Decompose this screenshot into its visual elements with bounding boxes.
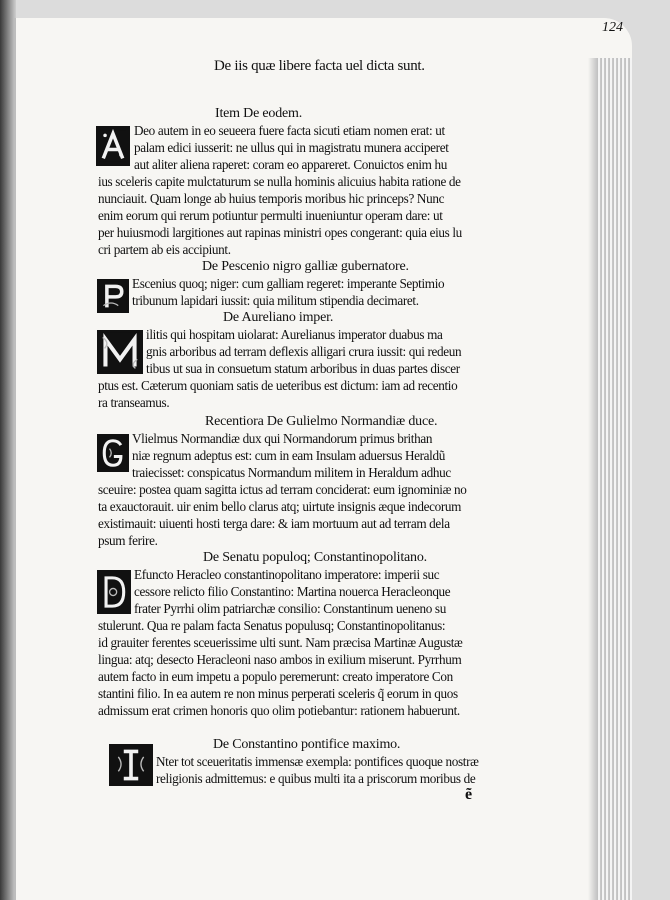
decorated-initial-p (97, 279, 129, 313)
section-heading: De Constantino pontifice maximo. (213, 737, 401, 752)
text-line: cri partem ab eis accipiunt. (98, 242, 231, 257)
text-line: Vlielmus Normandiæ dux qui Normandorum primus brithan (132, 431, 433, 446)
decorated-initial-m (97, 330, 143, 374)
text-line: existimauit: uiuenti hosti terga dare: & iam mortuum aut ad terram dela (98, 516, 450, 531)
section-heading: De Pescenio nigro galliæ gubernatore. (202, 259, 409, 274)
decorated-initial-i (109, 744, 153, 786)
text-line: psum ferire. (98, 533, 158, 548)
text-line: cessore relicto filio Constantino: Martina nouerca Heracleonque (134, 584, 451, 599)
text-line: ptus est. Cæterum quoniam satis de ueteribus est dictum: iam ad recentio (98, 378, 458, 393)
text-line: autem facto in eum impetu a populo peremerunt: creato imperatore Con (98, 669, 453, 684)
text-line: ilitis qui hospitam uiolarat: Aurelianus imperator duabus ma (146, 327, 443, 342)
text-line: Nter tot sceueritatis immensæ exempla: pontifices quoque nostræ (156, 754, 479, 769)
page-edges (594, 58, 632, 900)
text-line: Escenius quoq; niger: cum galliam regeret: imperante Septimio (132, 276, 445, 291)
folio-number: 124 (602, 20, 623, 35)
text-line: Efuncto Heracleo constantinopolitano imperatore: imperii suc (134, 567, 440, 582)
running-head: De iis quæ libere facta uel dicta sunt. (214, 58, 425, 74)
text-line: stulerunt. Qua re palam facta Senatus populusq; Constantinopolitanus: (98, 618, 446, 633)
text-line: ta exauctorauit. uir enim bello clarus atq; uirtute insignis æque indecorum (98, 499, 462, 514)
text-line: lingua: atq; desecto Heracleoni naso ambos in exilium miserunt. Pyrrhum (98, 652, 462, 667)
decorated-initial-a (96, 126, 130, 166)
text-line: gnis arboribus ad terram deflexis alligari crura iussit: qui redeun (146, 344, 462, 359)
decorated-initial-d (97, 570, 131, 614)
text-line: Deo autem in eo seueera fuere facta sicuti etiam nomen erat: ut (134, 123, 445, 138)
page-edge-shadow (588, 58, 596, 900)
decorated-initial-g (97, 434, 129, 472)
section-heading: Recentiora De Gulielmo Normandiæ duce. (205, 414, 438, 429)
text-line: enim eorum qui rerum potiuntur permulti inueniuntur operam dare: ut (98, 208, 443, 223)
text-line: nunciauit. Quam longe ab huius temporis moribus hic princeps? Nunc (98, 191, 445, 206)
text-line: palam edici iusserit: ne ullus qui in magistratu munera acciperet (134, 140, 449, 155)
text-line: stantini filio. In ea autem re non minus perperati sceleris q̃ eorum in quos (98, 686, 458, 701)
signature-mark: ẽ (465, 786, 473, 803)
text-line: per huiusmodi largitiones aut rapinas ministri opes congerant: quia eius lu (98, 225, 462, 240)
text-line: frater Pyrrhi olim patriarchæ consilio: Constantinum ueneno su (134, 601, 446, 616)
text-line: id grauiter ferentes sceuerissime ulti sunt. Nam præcisa Martinæ Augustæ (98, 635, 463, 650)
text-line: religionis admittemus: e quibus multi ita a priscorum moribus de (156, 771, 476, 786)
text-line: sceuire: postea quam sagitta ictus ad terram conciderat: eum ignominiæ no (98, 482, 467, 497)
text-line: tibus ut sua in consuetum statum arboribus in duas partes discer (146, 361, 460, 376)
text-line: aut aliter aliena raperet: coram eo appareret. Conuictos enim hu (134, 157, 447, 172)
text-line: ius sceleris capite mulctaturum se nulla hominis alicuius habita ratione de (98, 174, 461, 189)
text-line: tribunum lapidari iussit: quia militum stipendia decimaret. (132, 293, 419, 308)
text-line: admissum erat crimen honoris quo olim potiebantur: rationem habuerunt. (98, 703, 460, 718)
text-line: niæ regnum adeptus est: cum in eam Insulam aduersus Heraldũ (132, 448, 445, 463)
section-heading: Item De eodem. (215, 106, 302, 121)
text-line: ra transeamus. (98, 395, 170, 410)
section-heading: De Senatu populoq; Constantinopolitano. (203, 550, 427, 565)
section-heading: De Aureliano imper. (223, 310, 334, 325)
text-line: traiecisset: conspicatus Normandum militem in Heraldum adhuc (132, 465, 451, 480)
